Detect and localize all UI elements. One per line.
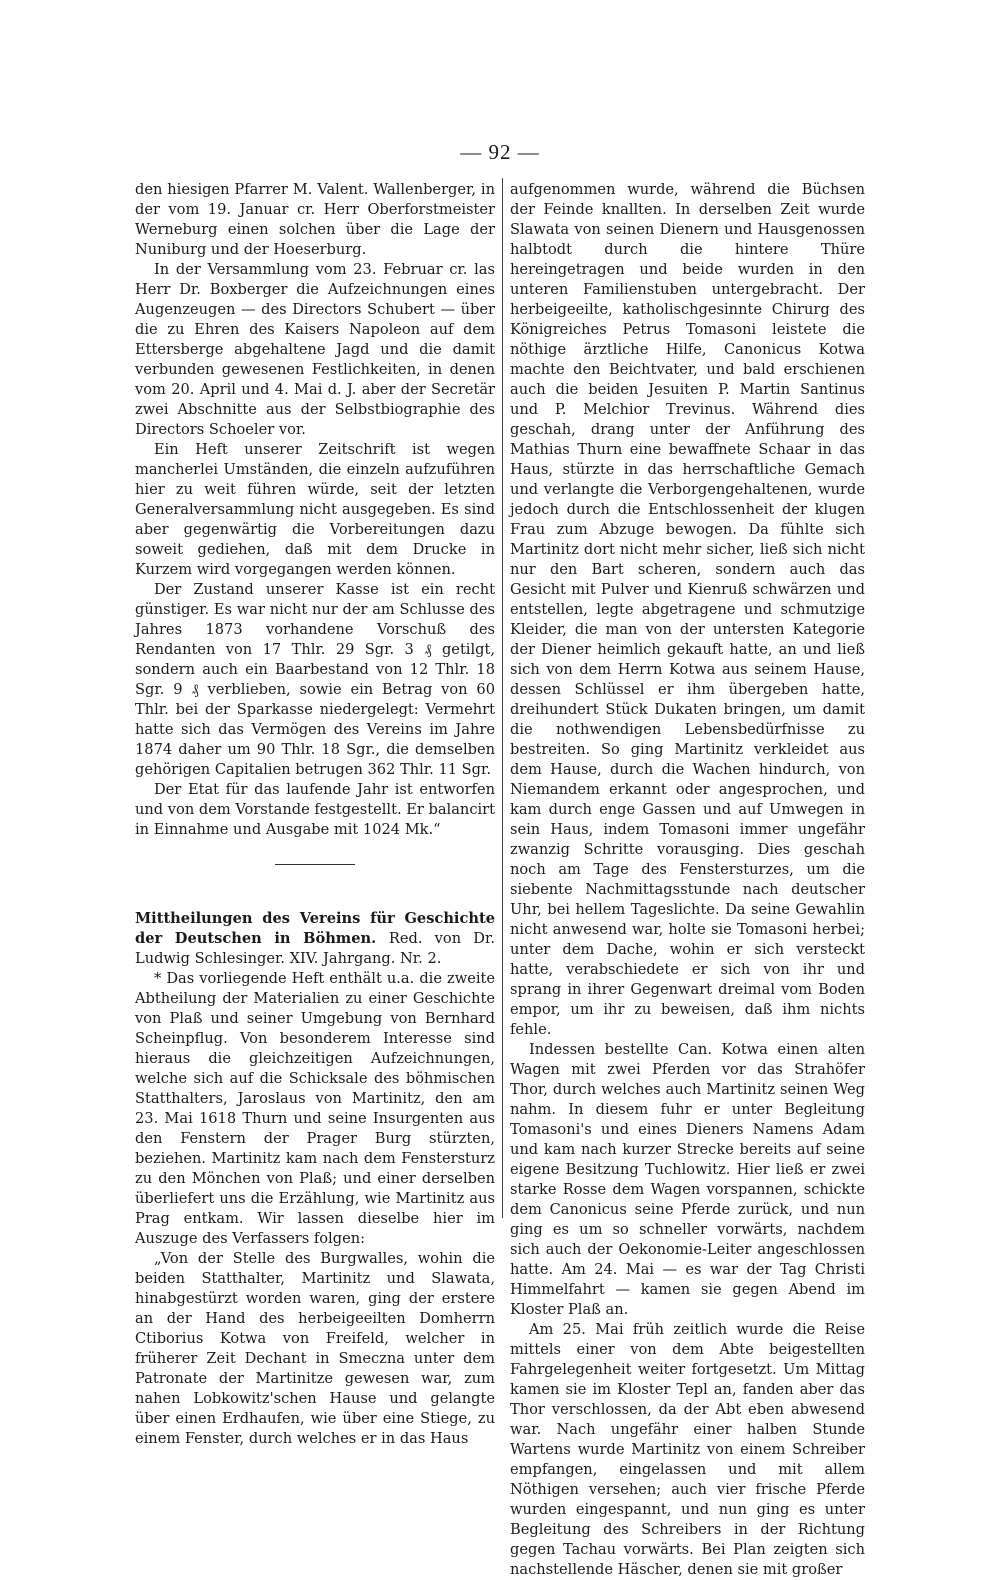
- section-heading: [135, 909, 495, 969]
- paragraph: * Das vorliegende Heft enthält u.a. die zweite Abtheilung der Materialien zu einer Geschichte von Plaß und seiner Umgebung von Bernhard Scheinpflug. Von besonderem Interesse sind hieraus die gleichzeitigen Aufzeichnungen, welche sich auf die Schicksale des böhmischen Statthalters, Jaroslaus von Martinitz, den am 23. Mai 1618 Thurn und seine Insurgenten aus den Fenstern der Prager Burg stürzten, beziehen. Martinitz kam nach dem Fenstersturz zu den Mönchen von Plaß; und einer derselben überliefert uns die Erzählung, wie Martinitz aus Prag entkam. Wir lassen dieselbe hier im Auszuge des Verfassers folgen:: [135, 970, 495, 1247]
- paragraph: „Von der Stelle des Burgwalles, wohin die beiden Statthalter, Martinitz und Slawata, hinabgestürzt worden waren, ging der erstere an der Hand des herbeigeeilten Domherrn Ctiborius Kotwa von Freifeld, welcher in früherer Zeit Dechant in Smeczna unter dem Patronate der Martinitze gewesen war, zum nahen Lobkowitz'schen Hause und gelangte über einen Erdhaufen, wie über eine Stiege, zu einem Fenster, durch welches er in das Haus: [135, 1250, 495, 1447]
- paragraph: Der Zustand unserer Kasse ist ein recht günstiger. Es war nicht nur der am Schlusse des Jahres 1873 vorhandene Vorschuß des Rendanten von 17 Thlr. 29 Sgr. 3 ₰ getilgt, sondern auch ein Baarbestand von 12 Thlr. 18 Sgr. 9 ₰ verblieben, sowie ein Betrag von 60 Thlr. bei der Sparkasse niedergelegt: Vermehrt hatte sich das Vermögen des Vereins im Jahre 1874 daher um 90 Thlr. 18 Sgr., die demselben gehörigen Capitalien betrugen 362 Thlr. 11 Sgr.: [135, 581, 495, 778]
- paragraph: den hiesigen Pfarrer M. Valent. Wallenberger, in der vom 19. Januar cr. Herr Oberforstmeister Werneburg einen solchen über die Lage der Nuniburg und der Hoeserburg.: [135, 181, 495, 258]
- section-heading-reference: Red. von Dr. Ludwig Schlesinger. XIV. Jahrgang. Nr. 2.: [135, 930, 495, 967]
- section-heading-title: Mittheilungen des Vereins für Geschichte der Deutschen in Böhmen.: [135, 910, 495, 947]
- paragraph: Ein Heft unserer Zeitschrift ist wegen mancherlei Umständen, die einzeln aufzuführen hier zu weit führen würde, seit der letzten Generalversammlung nicht ausgegeben. Es sind aber gegenwärtig die Vorbereitungen dazu soweit gediehen, daß mit dem Drucke in Kurzem wird vorgegangen werden können.: [135, 441, 495, 578]
- section-separator: [275, 864, 355, 865]
- paragraph: In der Versammlung vom 23. Februar cr. las Herr Dr. Boxberger die Aufzeichnungen eines Augenzeugen — des Directors Schubert — über die zu Ehren des Kaisers Napoleon auf dem Ettersberge abgehaltene Jagd und die damit verbunden gewesenen Festlichkeiten, in denen vom 20. April und 4. Mai d. J. aber der Secretär zwei Abschnitte aus der Selbstbiographie des Directors Schoeler vor.: [135, 261, 495, 438]
- column-divider: [502, 178, 503, 1218]
- page-number: — 92 —: [460, 140, 540, 164]
- left-column: [135, 180, 495, 1449]
- paragraph: Der Etat für das laufende Jahr ist entworfen und von dem Vorstande festgestellt. Er balancirt in Einnahme und Ausgabe mit 1024 Mk.“: [135, 781, 495, 838]
- right-column: [510, 180, 865, 1580]
- paragraph: Am 25. Mai früh zeitlich wurde die Reise mittels einer von dem Abte beigestellten Fahrgelegenheit weiter fortgesetzt. Um Mittag kamen sie im Kloster Tepl an, fanden aber das Thor verschlossen, da der Abt eben abwesend war. Nach ungefähr einer halben Stunde Wartens wurde Martinitz von einem Schreiber empfangen, eingelassen und mit allem Nöthigen versehen; auch vier frische Pferde wurden eingespannt, und nun ging es unter Begleitung des Schreibers in der Richtung gegen Tachau vorwärts. Bei Plan zeigten sich nachstellende Häscher, denen sie mit großer: [510, 1321, 865, 1578]
- paragraph: Indessen bestellte Can. Kotwa einen alten Wagen mit zwei Pferden vor das Strahöfer Thor, durch welches auch Martinitz seinen Weg nahm. In diesem fuhr er unter Begleitung Tomasoni's und eines Dieners Namens Adam und kam nach kurzer Strecke bereits auf seine eigene Besitzung Tuchlowitz. Hier ließ er zwei starke Rosse dem Wagen vorspannen, schickte dem Canonicus seine Pferde zurück, und nun ging es um so schneller vorwärts, nachdem sich auch der Oekonomie-Leiter angeschlossen hatte. Am 24. Mai — es war der Tag Christi Himmelfahrt — kamen sie gegen Abend im Kloster Plaß an.: [510, 1041, 865, 1318]
- paragraph: aufgenommen wurde, während die Büchsen der Feinde knallten. In derselben Zeit wurde Slawata von seinen Dienern und Hausgenossen halbtodt durch die hintere Thüre hereingetragen und beide wurden in den unteren Familienstuben untergebracht. Der herbeigeeilte, katholischgesinnte Chirurg des Königreiches Petrus Tomasoni leistete die nöthige ärztliche Hilfe, Canonicus Kotwa machte den Beichtvater, und bald erschienen auch die beiden Jesuiten P. Martin Santinus und P. Melchior Trevinus. Während dies geschah, drang unter der Anführung des Mathias Thurn eine bewaffnete Schaar in das Haus, stürzte in das herrschaftliche Gemach und verlangte die Verborgengehaltenen, wurde jedoch durch die Entschlossenheit der klugen Frau zum Abzuge bewogen. Da fühlte sich Martinitz dort nicht mehr sicher, ließ sich nicht nur den Bart scheren, sondern auch das Gesicht mit Pulver und Kienruß schwärzen und entstellen, legte abgetragene und schmutzige Kleider, die man von der untersten Kategorie der Diener heimlich gekauft hatte, an und ließ sich von dem Herrn Kotwa aus seinem Hause, dessen Schlüssel er ihm übergeben hatte, dreihundert Stück Dukaten bringen, um damit die nothwendigen Lebensbedürfnisse zu bestreiten. So ging Martinitz verkleidet aus dem Hause, durch die Wachen hindurch, von Niemandem erkannt oder angesprochen, und kam durch enge Gassen und auf Umwegen in sein Haus, indem Tomasoni immer ungefähr zwanzig Schritte vorausging. Dies geschah noch am Tage des Fenstersturzes, um die siebente Nachmittagsstunde nach deutscher Uhr, bei hellem Tageslichte. Da seine Gewahlin nicht anwesend war, holte sie Tomasoni herbei; unter dem Dache, wohin er sich versteckt hatte, verabschiedete er sich von ihr und sprang in ihrer Gegenwart dreimal vom Boden empor, um ihr zu beweisen, daß ihm nichts fehle.: [510, 181, 865, 1038]
